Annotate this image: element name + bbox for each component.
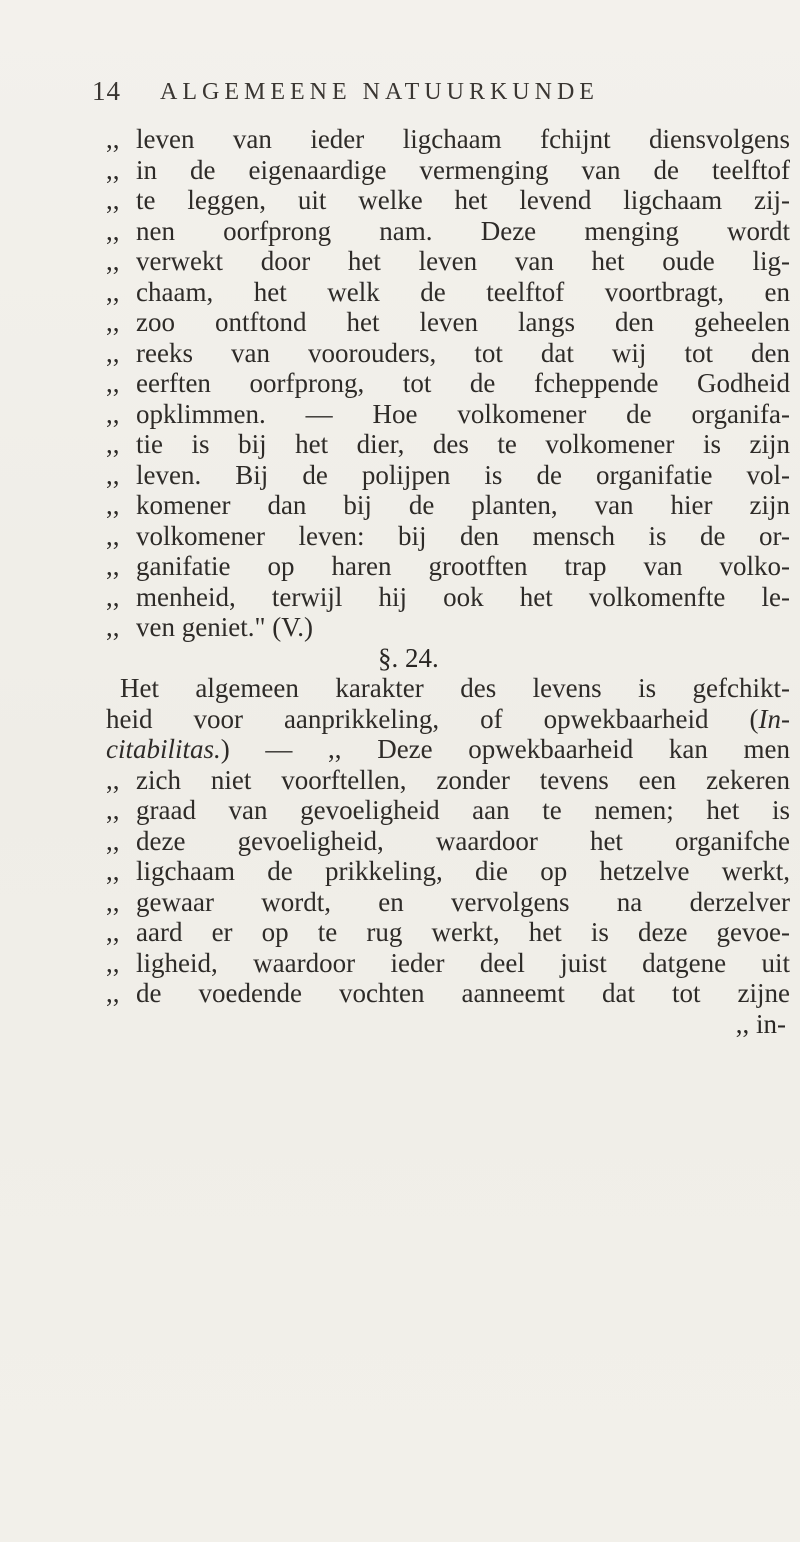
- line-text: zich niet voorftellen, zonder tevens een zekeren: [136, 764, 790, 795]
- quote-mark: ,,: [106, 215, 120, 246]
- text-line: [0, 734, 800, 765]
- quote-mark: ,,: [106, 886, 120, 917]
- quote-mark: ,,: [106, 795, 120, 825]
- text-line: [0, 887, 800, 918]
- quote-mark: ,,: [106, 551, 120, 581]
- quote-mark: ,,: [106, 246, 120, 276]
- quote-mark: ,,: [106, 764, 120, 795]
- quote-mark: ,,: [106, 978, 120, 1008]
- quote-mark: ,,: [106, 612, 120, 642]
- quote-mark: ,,: [106, 368, 120, 398]
- text-line: [0, 521, 800, 552]
- section-heading-line: [0, 643, 800, 674]
- line-text: graad van gevoeligheid aan te nemen; het is: [136, 795, 790, 825]
- quote-mark: ,,: [106, 276, 120, 307]
- line-text: menheid, terwijl hij ook het volkomenfte le-: [136, 581, 790, 612]
- line-text: chaam, het welk de teelftof voortbragt, en: [136, 276, 790, 307]
- line-text: de voedende vochten aanneemt dat tot zijne: [136, 978, 790, 1008]
- section-mark: §. 24.: [378, 642, 439, 673]
- running-head: ALGEMEENE NATUURKUNDE: [160, 79, 599, 105]
- text-line: [0, 826, 800, 857]
- text-line: [0, 856, 800, 887]
- line-text: in de eigenaardige vermenging van de teelftof: [136, 154, 790, 185]
- text-line: [0, 795, 800, 826]
- quote-mark: ,,: [106, 947, 120, 978]
- page-number: 14: [92, 76, 121, 106]
- quote-mark: ,,: [106, 154, 120, 185]
- text-line: [0, 246, 800, 277]
- line-text: ven geniet." (V.): [136, 612, 313, 642]
- line-text: verwekt door het leven van het oude lig-: [136, 246, 790, 276]
- text-line: [0, 338, 800, 369]
- line-text: reeks van voorouders, tot dat wij tot den: [136, 337, 790, 368]
- line-text: komener dan bij de planten, van hier zijn: [136, 490, 790, 520]
- quote-mark: ,,: [106, 337, 120, 368]
- line-text: tie is bij het dier, des te volkomener is zijn: [136, 429, 790, 459]
- quote-mark: ,,: [106, 429, 120, 459]
- text-line: [0, 765, 800, 796]
- text-line: [0, 460, 800, 491]
- body-text: [0, 124, 800, 1039]
- line-text: Het algemeen karakter des levens is gefchikt-: [120, 673, 790, 703]
- line-text: te leggen, uit welke het levend ligchaam zij-: [136, 185, 790, 215]
- text-line: [0, 704, 800, 735]
- line-text: ligchaam de prikkeling, die op hetzelve werkt,: [136, 856, 790, 886]
- text-line: [0, 948, 800, 979]
- text-line: [0, 490, 800, 521]
- line-text: leven. Bij de polijpen is de organifatie vol-: [136, 459, 790, 490]
- quote-mark: ,,: [106, 490, 120, 520]
- line-text: citabilitas.) — ,, Deze opwekbaarheid kan men: [106, 734, 790, 764]
- line-text: leven van ieder ligchaam fchijnt diensvolgens: [136, 124, 790, 154]
- quote-mark: ,,: [106, 307, 120, 337]
- quote-mark: ,,: [106, 124, 120, 154]
- text-line: [0, 917, 800, 948]
- catchword-line: [0, 1009, 800, 1040]
- text-line: [0, 368, 800, 399]
- text-line: [0, 124, 800, 155]
- quote-mark: ,,: [106, 398, 120, 429]
- text-line: [0, 673, 800, 704]
- text-line: [0, 216, 800, 247]
- line-text: gewaar wordt, en vervolgens na derzelver: [136, 886, 790, 917]
- quote-mark: ,,: [106, 185, 120, 215]
- line-text: ligheid, waardoor ieder deel juist datgene uit: [136, 947, 790, 978]
- quote-mark: ,,: [106, 459, 120, 490]
- text-line: [0, 399, 800, 430]
- text-line: [0, 978, 800, 1009]
- text-line: [0, 307, 800, 338]
- line-text: eerften oorfprong, tot de fcheppende Godheid: [136, 368, 790, 398]
- text-line: [0, 185, 800, 216]
- line-text: opklimmen. — Hoe volkomener de organifa-: [136, 398, 790, 429]
- quote-mark: ,,: [106, 520, 120, 551]
- line-text: deze gevoeligheid, waardoor het organifche: [136, 825, 790, 856]
- text-line: [0, 277, 800, 308]
- line-text: volkomener leven: bij den mensch is de or-: [136, 520, 790, 551]
- line-text: heid voor aanprikkeling, of opwekbaarheid (In-: [106, 703, 790, 734]
- quote-mark: ,,: [106, 581, 120, 612]
- text-line: [0, 582, 800, 613]
- line-text: nen oorfprong nam. Deze menging wordt: [136, 215, 790, 246]
- line-text: zoo ontftond het leven langs den geheelen: [136, 307, 790, 337]
- line-text: ganifatie op haren grootften trap van volko-: [136, 551, 790, 581]
- quote-mark: ,,: [106, 917, 120, 947]
- catchword: ,, in-: [735, 1008, 786, 1039]
- text-line: [0, 551, 800, 582]
- quote-mark: ,,: [106, 856, 120, 886]
- text-line: [0, 612, 800, 643]
- line-text: aard er op te rug werkt, het is deze gevoe-: [136, 917, 790, 947]
- quote-mark: ,,: [106, 825, 120, 856]
- page-header: [92, 76, 760, 116]
- text-line: [0, 429, 800, 460]
- text-line: [0, 155, 800, 186]
